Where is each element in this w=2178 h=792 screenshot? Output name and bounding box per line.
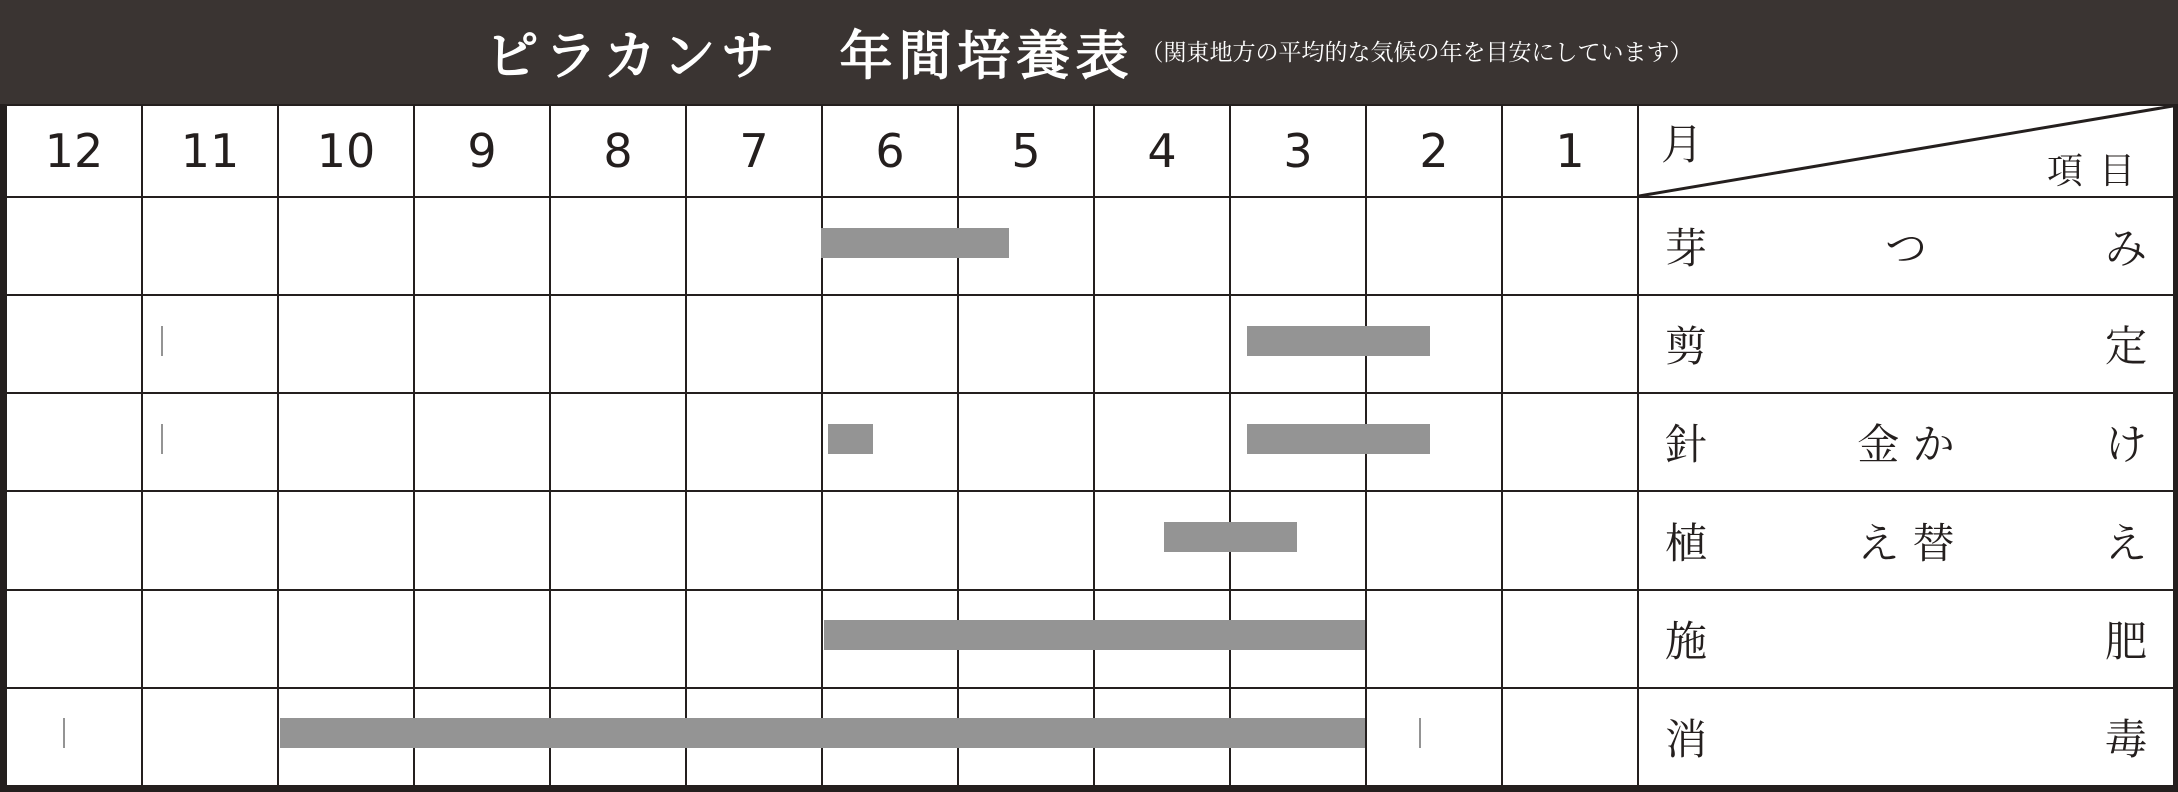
cell-r3-c10 — [278, 393, 414, 491]
cell-r2-c10 — [278, 295, 414, 393]
cell-r6-c4 — [1094, 688, 1230, 786]
cell-r1-c8 — [550, 197, 686, 295]
cell-r2-c9 — [414, 295, 550, 393]
cell-r5-c2 — [1366, 590, 1502, 688]
month-header-10: 10 — [278, 105, 414, 197]
row-label-uekae — [1638, 491, 2174, 589]
table-row — [6, 295, 2174, 393]
cell-r6-c2 — [1366, 688, 1502, 786]
cell-r1-c1 — [1502, 197, 1638, 295]
row-label-part-right: み — [2104, 224, 2147, 274]
cell-r3-c11 — [142, 393, 278, 491]
row-label-part-right: え — [2104, 518, 2147, 568]
row-label-part-mid: え 替 — [1857, 518, 1955, 568]
cell-r6-c9 — [414, 688, 550, 786]
cell-r5-c8 — [550, 590, 686, 688]
title-bar — [0, 0, 2178, 104]
cell-r4-c8 — [550, 491, 686, 589]
row-label-part-mid: 金 か — [1857, 420, 1955, 470]
month-header-6: 6 — [822, 105, 958, 197]
cell-r5-c3 — [1230, 590, 1366, 688]
month-header-2: 2 — [1366, 105, 1502, 197]
cell-r2-c11 — [142, 295, 278, 393]
cell-r3-c6 — [822, 393, 958, 491]
cell-r2-c1 — [1502, 295, 1638, 393]
cell-r5-c4 — [1094, 590, 1230, 688]
corner-header-cell — [1638, 105, 2174, 197]
row-label-part-left: 剪 — [1665, 322, 1708, 372]
cell-r3-c9 — [414, 393, 550, 491]
row-label-part-left: 芽 — [1665, 224, 1708, 274]
table-row — [6, 590, 2174, 688]
cell-r2-c12 — [6, 295, 142, 393]
cell-r4-c6 — [822, 491, 958, 589]
cell-r1-c12 — [6, 197, 142, 295]
row-label-part-right: 毒 — [2104, 714, 2147, 764]
cell-r5-c1 — [1502, 590, 1638, 688]
cell-r5-c12 — [6, 590, 142, 688]
cell-r4-c5 — [958, 491, 1094, 589]
cell-r5-c11 — [142, 590, 278, 688]
cell-r2-c5 — [958, 295, 1094, 393]
row-label-sentei — [1638, 295, 2174, 393]
page-subtitle: （関東地方の平均的な気候の年を目安にしています） — [1140, 39, 1693, 66]
cell-r3-c8 — [550, 393, 686, 491]
cell-r6-c10 — [278, 688, 414, 786]
cell-r5-c9 — [414, 590, 550, 688]
row-label-part-left: 植 — [1665, 518, 1708, 568]
cell-r3-c5 — [958, 393, 1094, 491]
cell-r3-c12 — [6, 393, 142, 491]
cell-r2-c7 — [686, 295, 822, 393]
cell-r6-c3 — [1230, 688, 1366, 786]
cell-r4-c7 — [686, 491, 822, 589]
cell-r1-c6 — [822, 197, 958, 295]
row-label-sehi — [1638, 590, 2174, 688]
table-row — [6, 688, 2174, 786]
cell-r5-c6 — [822, 590, 958, 688]
row-label-harigane-kake — [1638, 393, 2174, 491]
cell-r1-c2 — [1366, 197, 1502, 295]
cell-r5-c7 — [686, 590, 822, 688]
month-header-3: 3 — [1230, 105, 1366, 197]
cell-r4-c12 — [6, 491, 142, 589]
row-label-part-mid: つ — [1884, 224, 1927, 274]
corner-diagonal — [1639, 106, 2173, 196]
month-header-11: 11 — [142, 105, 278, 197]
cell-r3-c3 — [1230, 393, 1366, 491]
cell-r2-c6 — [822, 295, 958, 393]
month-header-4: 4 — [1094, 105, 1230, 197]
calendar-table — [5, 104, 2175, 787]
cell-r6-c7 — [686, 688, 822, 786]
cell-r6-c6 — [822, 688, 958, 786]
month-header-9: 9 — [414, 105, 550, 197]
cell-r4-c9 — [414, 491, 550, 589]
cell-r4-c3 — [1230, 491, 1366, 589]
row-label-part-right: け — [2104, 420, 2147, 470]
month-header-8: 8 — [550, 105, 686, 197]
cell-r4-c2 — [1366, 491, 1502, 589]
cell-r1-c9 — [414, 197, 550, 295]
cell-r3-c1 — [1502, 393, 1638, 491]
cell-r4-c1 — [1502, 491, 1638, 589]
table-row — [6, 197, 2174, 295]
cell-r3-c7 — [686, 393, 822, 491]
row-label-shoudoku — [1638, 688, 2174, 786]
cell-r1-c3 — [1230, 197, 1366, 295]
corner-item-label: 項目 — [2046, 151, 2151, 192]
cell-r2-c8 — [550, 295, 686, 393]
month-header-7: 7 — [686, 105, 822, 197]
month-header-5: 5 — [958, 105, 1094, 197]
row-label-part-left: 施 — [1665, 616, 1708, 666]
row-label-part-right: 定 — [2104, 322, 2147, 372]
cell-r2-c2 — [1366, 295, 1502, 393]
page-title: ピラカンサ 年間培養表 — [485, 25, 1135, 87]
cell-r1-c5 — [958, 197, 1094, 295]
cell-r4-c11 — [142, 491, 278, 589]
cell-r1-c4 — [1094, 197, 1230, 295]
cell-r6-c5 — [958, 688, 1094, 786]
cell-r6-c11 — [142, 688, 278, 786]
cell-r4-c10 — [278, 491, 414, 589]
month-header-1: 1 — [1502, 105, 1638, 197]
cell-r3-c4 — [1094, 393, 1230, 491]
cell-r6-c1 — [1502, 688, 1638, 786]
cell-r1-c7 — [686, 197, 822, 295]
cell-r6-c8 — [550, 688, 686, 786]
row-label-part-left: 消 — [1665, 714, 1708, 764]
cell-r2-c4 — [1094, 295, 1230, 393]
row-label-part-left: 針 — [1665, 420, 1708, 470]
row-label-me-tsumi — [1638, 197, 2174, 295]
table-header-row — [6, 105, 2174, 197]
cell-r5-c10 — [278, 590, 414, 688]
cell-r1-c11 — [142, 197, 278, 295]
cell-r5-c5 — [958, 590, 1094, 688]
table-row — [6, 491, 2174, 589]
cell-r4-c4 — [1094, 491, 1230, 589]
cell-r3-c2 — [1366, 393, 1502, 491]
cell-r6-c12 — [6, 688, 142, 786]
row-label-part-right: 肥 — [2104, 616, 2147, 666]
calendar-grid — [0, 104, 2178, 792]
cell-r1-c10 — [278, 197, 414, 295]
corner-month-label: 月 — [1661, 120, 1704, 169]
month-header-12: 12 — [6, 105, 142, 197]
cell-r2-c3 — [1230, 295, 1366, 393]
table-row — [6, 393, 2174, 491]
